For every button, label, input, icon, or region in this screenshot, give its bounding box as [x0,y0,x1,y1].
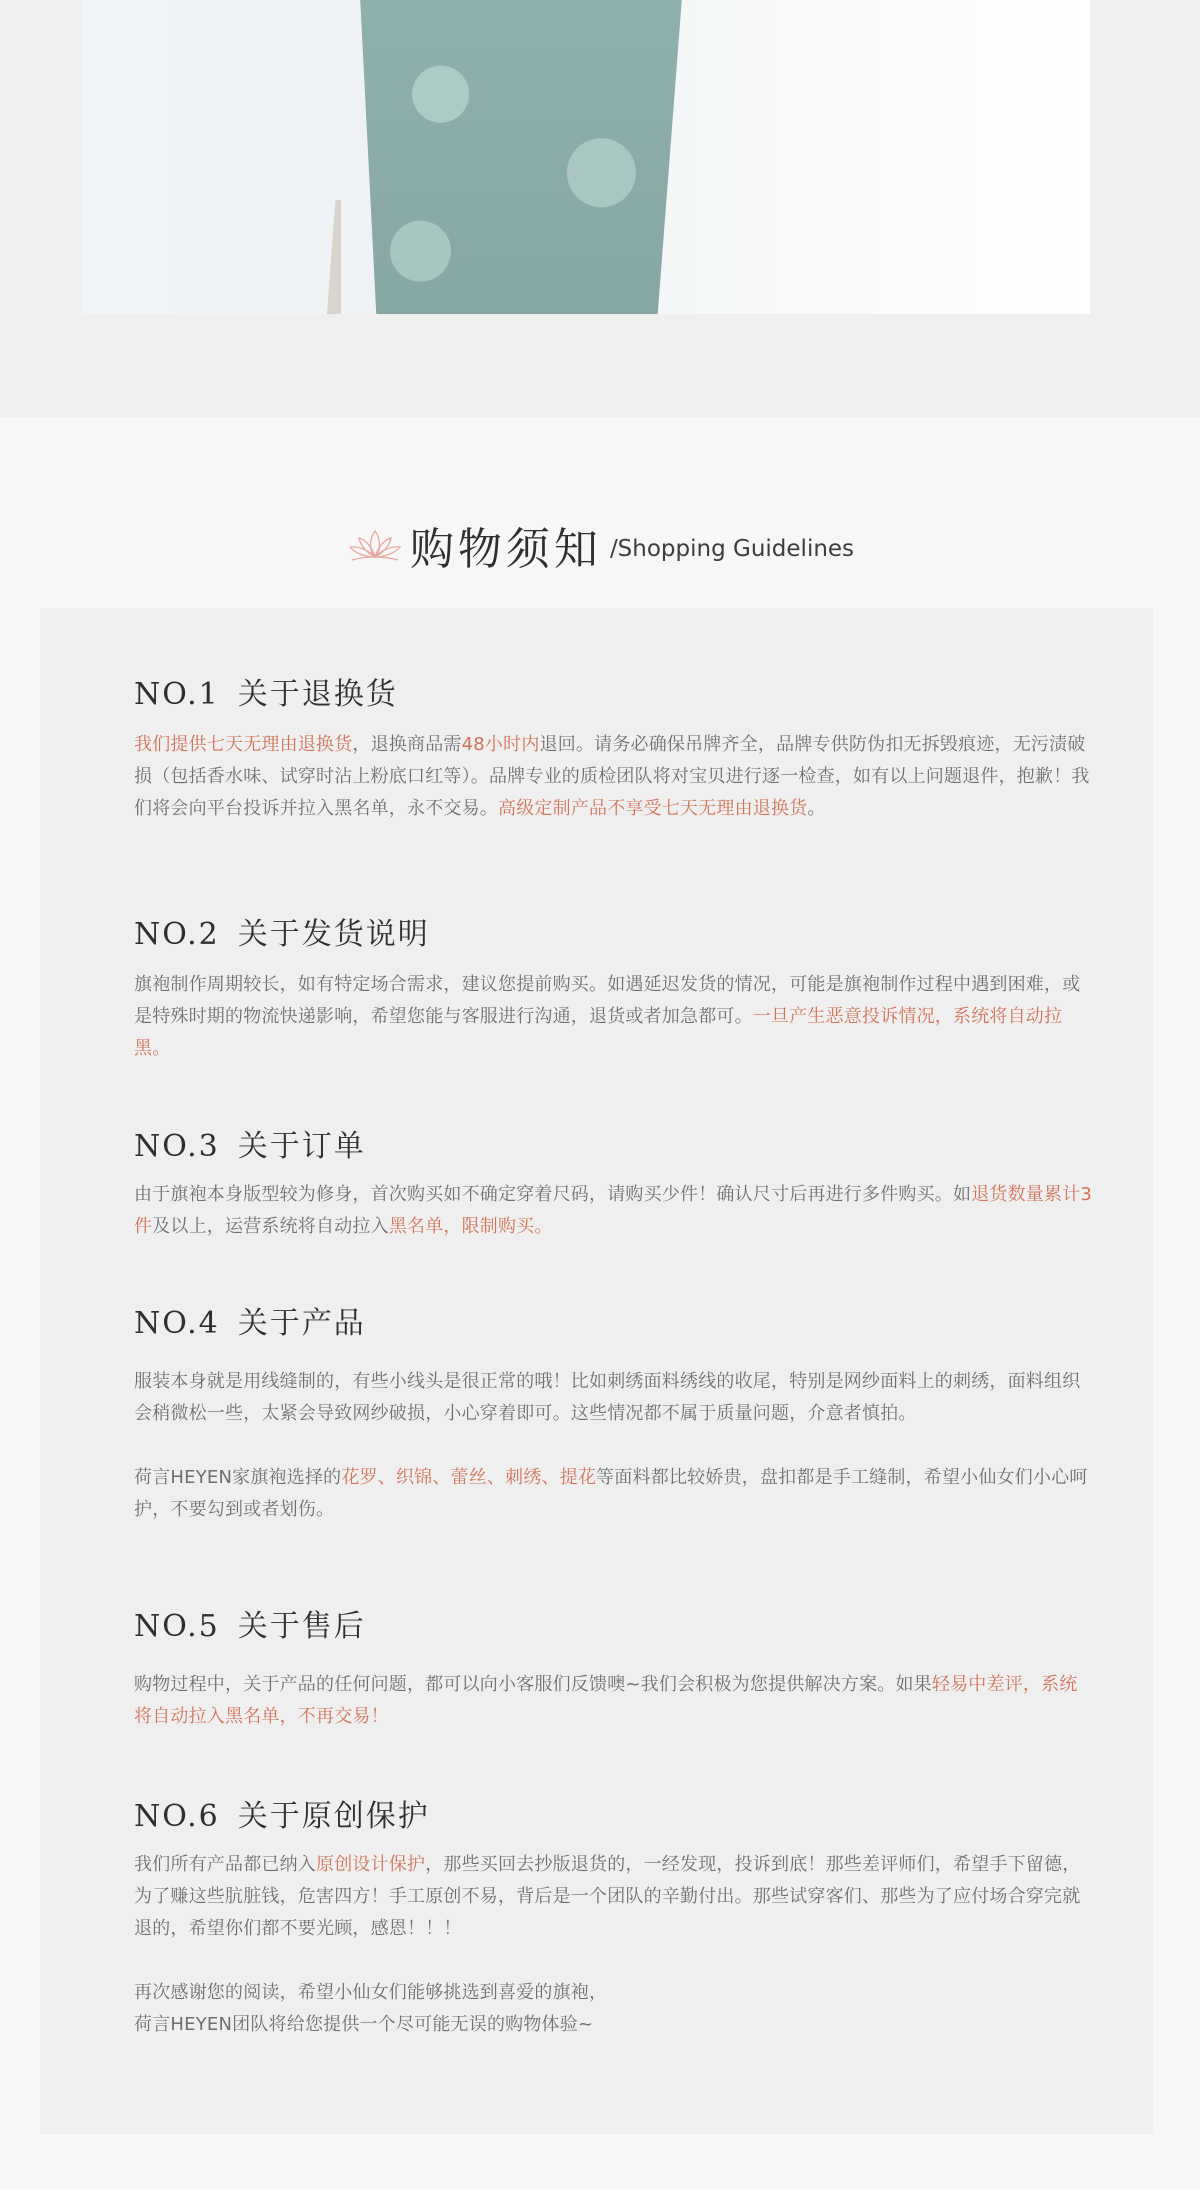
section-title: NO.4 关于产品 [134,1306,366,1341]
section-title: NO.5 关于售后 [134,1609,366,1644]
section-text: 购物过程中，关于产品的任何问题，都可以向小客服们反馈噢~我们会积极为您提供解决方案。如果轻易中差评，系统将自动拉入黑名单，不再交易！ [134,1674,1078,1727]
section-original-protection [134,1797,1094,2041]
section-text: 再次感谢您的阅读，希望小仙女们能够挑选到喜爱的旗袍， 荷言HEYEN团队将给您提供一个尽可能无误的购物体验~ [134,1982,608,2035]
section-text: 旗袍制作周期较长，如有特定场合需求，建议您提前购买。如遇延迟发货的情况，可能是旗袍制作过程中遇到困难，或是特殊时期的物流快递影响，希望您能与客服进行沟通，退货或者加急都可。一旦产生恶意投诉情况，系统将自动拉黑。 [134,974,1081,1059]
section-shipping [134,915,1094,1065]
section-text: 我们提供七天无理由退换货，退换商品需48小时内退回。请务必确保吊牌齐全，品牌专供防伪扣无拆毁痕迹，无污渍破损（包括香水味、试穿时沾上粉底口红等）。品牌专业的质检团队将对宝贝进行逐一检查，如有以上问题退件，抱歉！我们将会向平台投诉并拉入黑名单，永不交易。高级定制产品不享受七天无理由退换货。 [134,734,1090,819]
product-photo-band [0,0,1200,417]
heading-title-cn: 购物须知 [409,524,602,575]
heading-title-en: /Shopping Guidelines [609,536,855,562]
section-heading [0,515,1200,575]
section-product [134,1304,1094,1526]
product-photo [82,0,1090,314]
section-orders [134,1127,1094,1243]
section-returns [134,675,1094,825]
lotus-icon [346,525,404,565]
qipao-dress-image [320,0,722,314]
section-text: 服装本身就是用线缝制的，有些小线头是很正常的哦！比如刺绣面料绣线的收尾，特别是网纱面料上的刺绣，面料组织会稍微松一些，太紧会导致网纱破损，小心穿着即可。这些情况都不属于质量问题，介意者慎拍。 [134,1371,1081,1424]
qipao-slit [327,200,341,314]
section-title: NO.6 关于原创保护 [134,1799,430,1834]
section-aftersales [134,1607,1094,1733]
section-text: 荷言HEYEN家旗袍选择的花罗、织锦、蕾丝、刺绣、提花等面料都比较娇贵，盘扣都是手工缝制，希望小仙女们小心呵护，不要勾到或者划伤。 [134,1467,1088,1520]
section-title: NO.3 关于订单 [134,1129,366,1164]
section-title: NO.1 关于退换货 [134,677,398,712]
section-text: 我们所有产品都已纳入原创设计保护，那些买回去抄版退货的，一经发现，投诉到底！那些差评师们，希望手下留德，为了赚这些肮脏钱，危害四方！手工原创不易，背后是一个团队的辛勤付出。那些试穿客们、那些为了应付场合穿完就退的，希望你们都不要光顾，感恩！！！ [134,1854,1081,1939]
section-title: NO.2 关于发货说明 [134,917,430,952]
section-text: 由于旗袍本身版型较为修身，首次购买如不确定穿着尺码，请购买少件！确认尺寸后再进行多件购买。如退货数量累计3件及以上，运营系统将自动拉入黑名单，限制购买。 [134,1184,1093,1237]
